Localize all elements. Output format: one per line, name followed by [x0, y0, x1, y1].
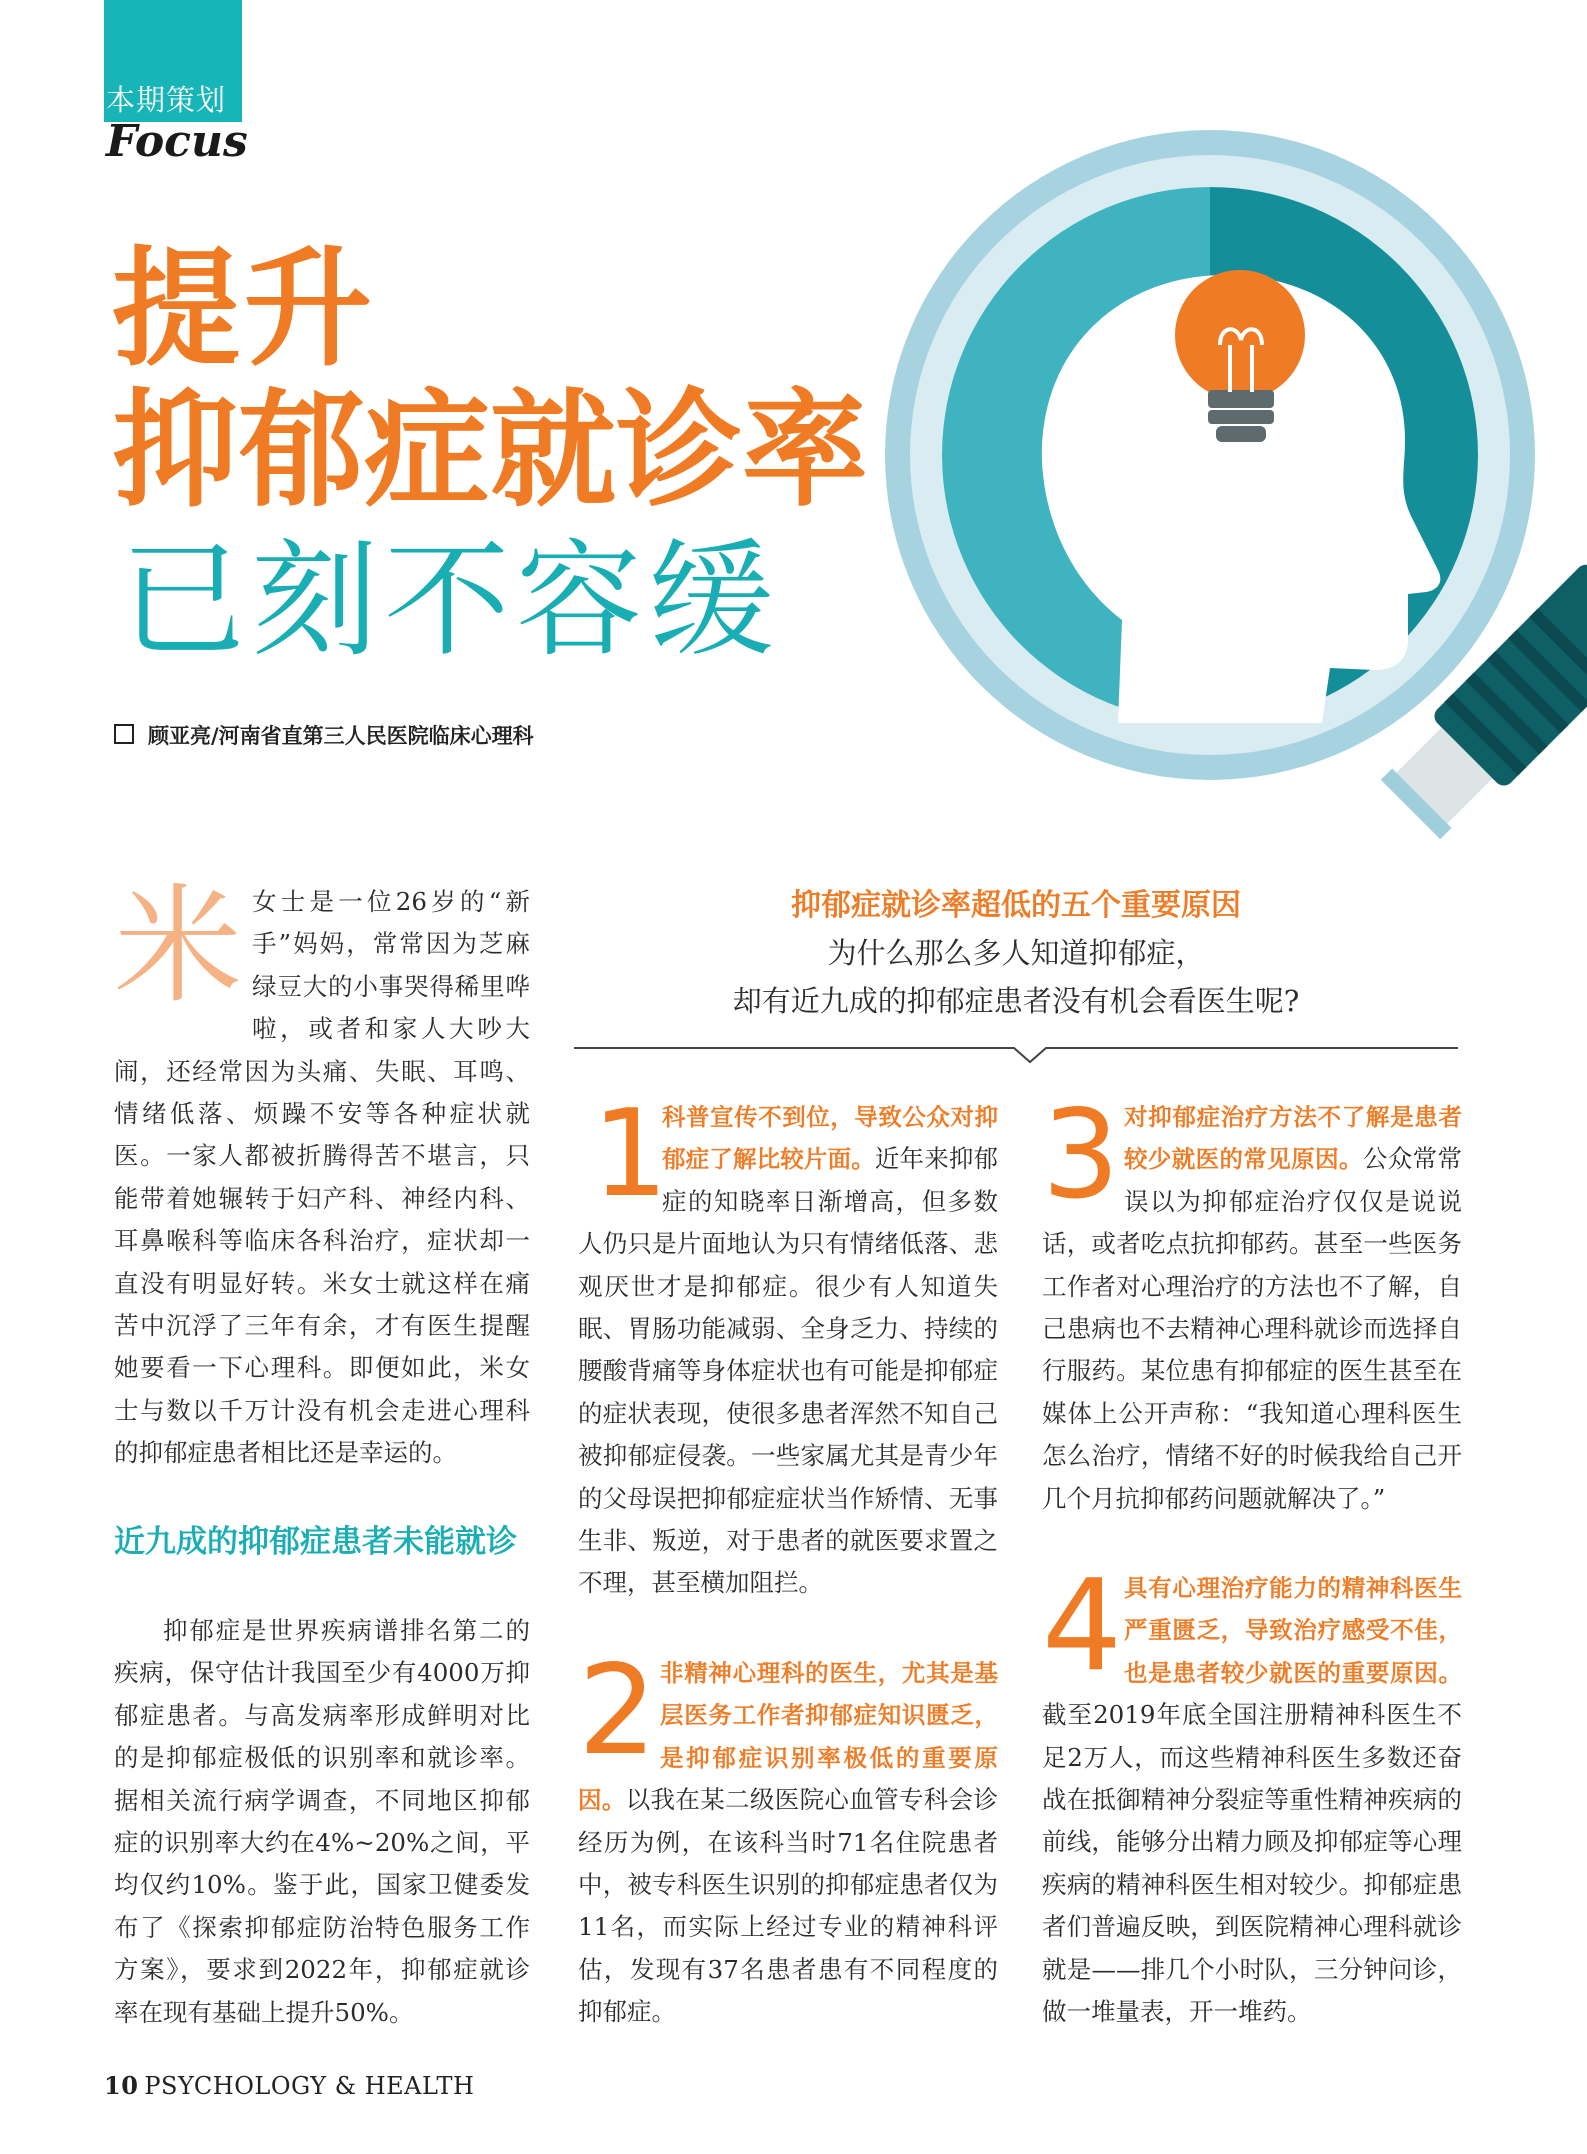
- page-number: 10: [104, 2071, 139, 2100]
- page-footer: [104, 2071, 474, 2100]
- magnifier-head-lightbulb-icon: [860, 100, 1587, 900]
- reason-4: [1042, 1552, 1462, 2033]
- section-tag-en: Focus: [106, 116, 248, 167]
- intro-paragraph: [114, 872, 530, 1475]
- reason-text: 近年来抑郁症的知晓率日渐增高，但多数人仍只是片面地认为只有情绪低落、悲观厌世才是抑郁症。很少有人知道失眠、胃肠功能减弱、全身乏力、持续的腰酸背痛等身体症状也有可能是抑郁症的症状表现，使很多患者浑然不知自己被抑郁症侵袭。一些家属尤其是青少年的父母误把抑郁症症状当作矫情、无事生非、叛逆，对于患者的就医要求置之不理，甚至横加阻拦。: [578, 1144, 999, 1598]
- reason-lead: 具有心理治疗能力的精神科医生严重匮乏，导致治疗感受不佳，也是患者较少就医的重要原因。: [1124, 1574, 1462, 1687]
- reason-number: 1: [592, 1085, 669, 1224]
- reason-1: [578, 1085, 999, 1605]
- reasons-question-line-2: 却有近九成的抑郁症患者没有机会看医生呢?: [732, 984, 1300, 1018]
- reason-2: [578, 1639, 998, 2034]
- reason-number: 3: [1042, 1084, 1120, 1226]
- title-line-3: 已刻不容缓: [120, 527, 780, 674]
- byline-text: 顾亚亮/河南省直第三人民医院临床心理科: [148, 724, 534, 748]
- reason-text: 公众常常误以为抑郁症治疗仅仅是说说话，或者吃点抗抑郁药。甚至一些医务工作者对心理治疗的方法也不了解，自己患病也不去精神心理科就诊而选择自行服药。某位患有抑郁症的医生甚至在媒体上公开声称：“我知道心理科医生怎么治疗，情绪不好的时候我给自己开几个月抗抑郁药问题就解决了。”: [1042, 1144, 1463, 1513]
- reason-text: 以我在某二级医院心血管专科会诊经历为例，在该科当时71名住院患者中，被专科医生识别的抑郁症患者仅为11名，而实际上经过专业的精神科评估，发现有37名患者患有不同程度的抑郁症。: [578, 1785, 998, 2027]
- reason-lead: 对抑郁症治疗方法不了解是患者较少就医的常见原因。: [1124, 1103, 1462, 1174]
- reason-number: 2: [578, 1639, 657, 1783]
- reason-3: [1042, 1084, 1463, 1520]
- reason-lead: 非精神心理科的医生，尤其是基层医务工作者抑郁症知识匮乏，是抑郁症识别率极低的重要原因。: [578, 1659, 998, 1815]
- reasons-heading: 抑郁症就诊率超低的五个重要原因: [791, 888, 1241, 923]
- section-paragraph: 抑郁症是世界疾病谱排名第二的疾病，保守估计我国至少有4000万抑郁症患者。与高发病率形成鲜明对比的是抑郁症极低的识别率和就诊率。据相关流行病学调查，不同地区抑郁症的识别率大约在4%~20%之间，平均仅约10%。鉴于此，国家卫健委发布了《探索抑郁症防治特色服务工作方案》，要求到2022年，抑郁症就诊率在现有基础上提升50%。: [114, 1616, 530, 2027]
- title-line-2: 抑郁症就诊率: [112, 377, 868, 524]
- reason-lead: 科普宣传不到位，导致公众对抑郁症了解比较片面。: [662, 1103, 998, 1174]
- drop-cap: 米: [114, 872, 243, 1021]
- byline: [114, 720, 534, 750]
- section-tag-cn: 本期策划: [106, 83, 227, 117]
- title-line-1: 提升: [112, 235, 377, 384]
- reasons-question-line-1: 为什么那么多人知道抑郁症，: [827, 936, 1205, 970]
- byline-box-icon: [114, 724, 134, 744]
- section-heading: 近九成的抑郁症患者未能就诊: [114, 1524, 517, 1560]
- reason-text: 截至2019年底全国注册精神科医生不足2万人，而这些精神科医生多数还奋战在抵御精神分裂症等重性精神疾病的前线，能够分出精力顾及抑郁症等心理疾病的精神科医生相对较少。抑郁症患者们普遍反映，到医院精神心理科就诊就是——排几个小时队，三分钟问诊，做一堆量表，开一堆药。: [1042, 1700, 1462, 2027]
- magazine-name: PSYCHOLOGY & HEALTH: [144, 2072, 475, 2100]
- divider-line: [574, 1040, 1458, 1070]
- reason-number: 4: [1042, 1552, 1123, 1699]
- intro-text: 女士是一位26岁的“新手”妈妈，常常因为芝麻绿豆大的小事哭得稀里哗啦，或者和家人大吵大闹，还经常因为头痛、失眠、耳鸣、情绪低落、烦躁不安等各种症状就医。一家人都被折腾得苦不堪言，只能带着她辗转于妇产科、神经内科、耳鼻喉科等临床各科治疗，症状却一直没有明显好转。米女士就这样在痛苦中沉浮了三年有余，才有医生提醒她要看一下心理科。即便如此，米女士与数以千万计没有机会走进心理科的抑郁症患者相比还是幸运的。: [114, 887, 530, 1468]
